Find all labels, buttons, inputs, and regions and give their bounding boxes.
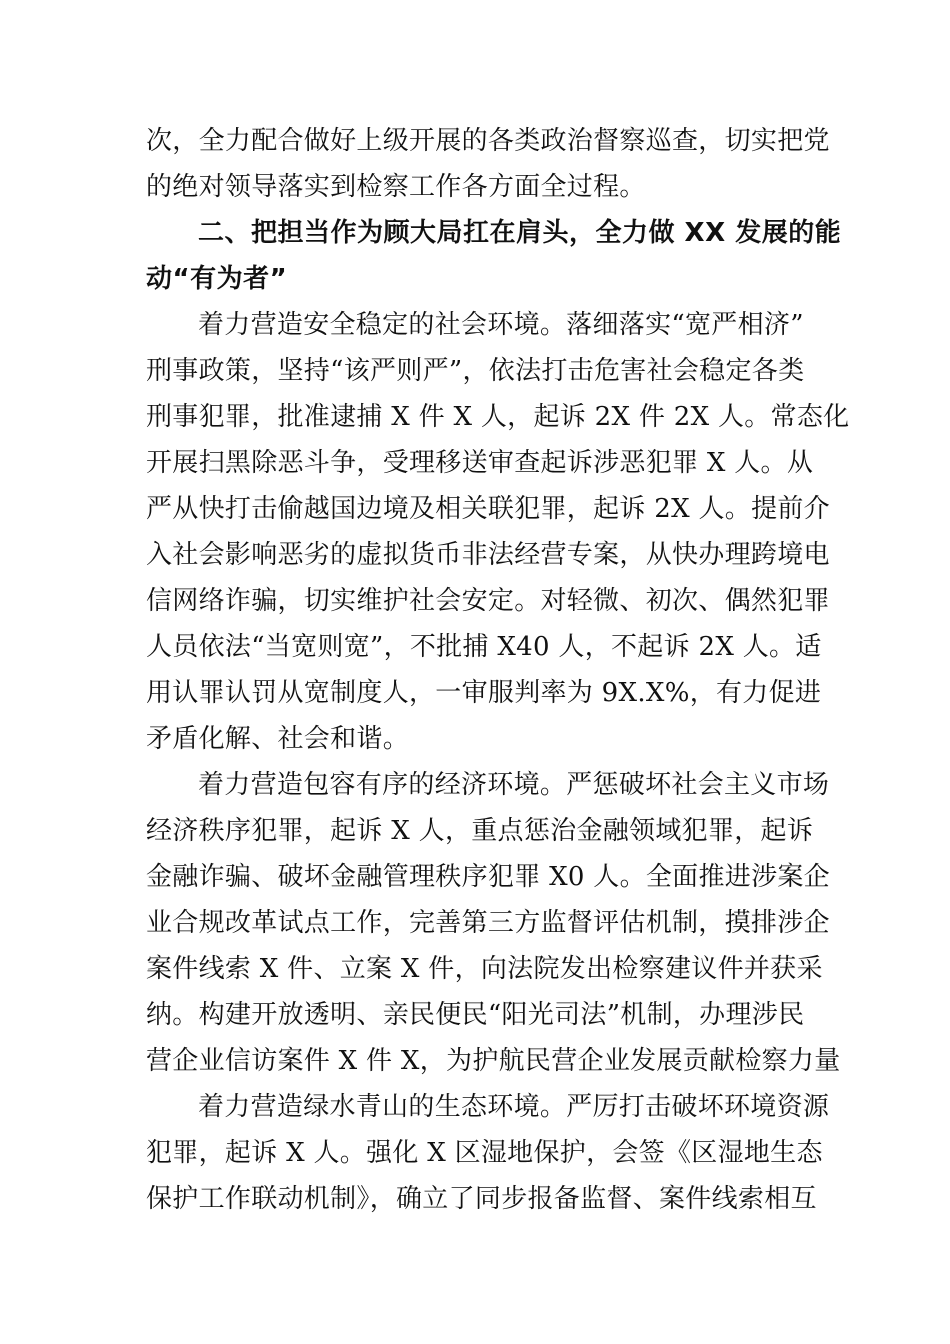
text-line: 人员依法“当宽则宽”，不批捕 X40 人，不起诉 2X 人。适 [146,632,822,662]
text-line: 着力营造包容有序的经济环境。严惩破坏社会主义市场 [198,770,830,800]
text-line: 刑事犯罪，批准逮捕 X 件 X 人，起诉 2X 件 2X 人。常态化 [146,402,850,432]
body-paragraph [146,302,850,762]
body-paragraph [146,118,830,210]
body-paragraph [146,762,841,1084]
body-paragraph [146,1084,830,1222]
text-line: 金融诈骗、破坏金融管理秩序犯罪 X0 人。全面推进涉案企 [146,862,830,892]
text-line: 二、把担当作为顾大局扛在肩头，全力做 XX 发展的能 [198,218,842,248]
text-line: 刑事政策，坚持“该严则严”，依法打击危害社会稳定各类 [146,356,805,386]
text-line: 经济秩序犯罪，起诉 X 人，重点惩治金融领域犯罪，起诉 [146,816,814,846]
text-line: 开展扫黑除恶斗争，受理移送审查起诉涉恶犯罪 X 人。从 [146,448,814,478]
text-line: 信网络诈骗，切实维护社会安定。对轻微、初次、偶然犯罪 [146,586,830,616]
text-line: 犯罪，起诉 X 人。强化 X 区湿地保护，会签《区湿地生态 [146,1138,823,1168]
text-line: 案件线索 X 件、立案 X 件，向法院发出检察建议件并获采 [146,954,823,984]
text-line: 次，全力配合做好上级开展的各类政治督察巡查，切实把党 [146,126,830,156]
text-line: 入社会影响恶劣的虚拟货币非法经营专案，从快办理跨境电 [146,540,830,570]
text-line: 用认罪认罚从宽制度人，一审服判率为 9X.X%，有力促进 [146,678,822,708]
text-line: 保护工作联动机制》，确立了同步报备监督、案件线索相互 [146,1184,817,1214]
document-page [146,118,850,1222]
text-line: 纳。构建开放透明、亲民便民“阳光司法”机制，办理涉民 [146,1000,805,1030]
section-heading [146,210,842,302]
text-line: 严从快打击偷越国边境及相关联犯罪，起诉 2X 人。提前介 [146,494,830,524]
text-line: 营企业信访案件 X 件 X，为护航民营企业发展贡献检察力量 [146,1046,841,1076]
text-line: 动“有为者” [146,264,288,294]
text-line: 矛盾化解、社会和谐。 [146,724,410,754]
text-line: 业合规改革试点工作，完善第三方监督评估机制，摸排涉企 [146,908,830,938]
text-line: 的绝对领导落实到检察工作各方面全过程。 [146,172,646,202]
text-line: 着力营造安全稳定的社会环境。落细落实“宽严相济” [198,310,804,340]
text-line: 着力营造绿水青山的生态环境。严厉打击破坏环境资源 [198,1092,830,1122]
